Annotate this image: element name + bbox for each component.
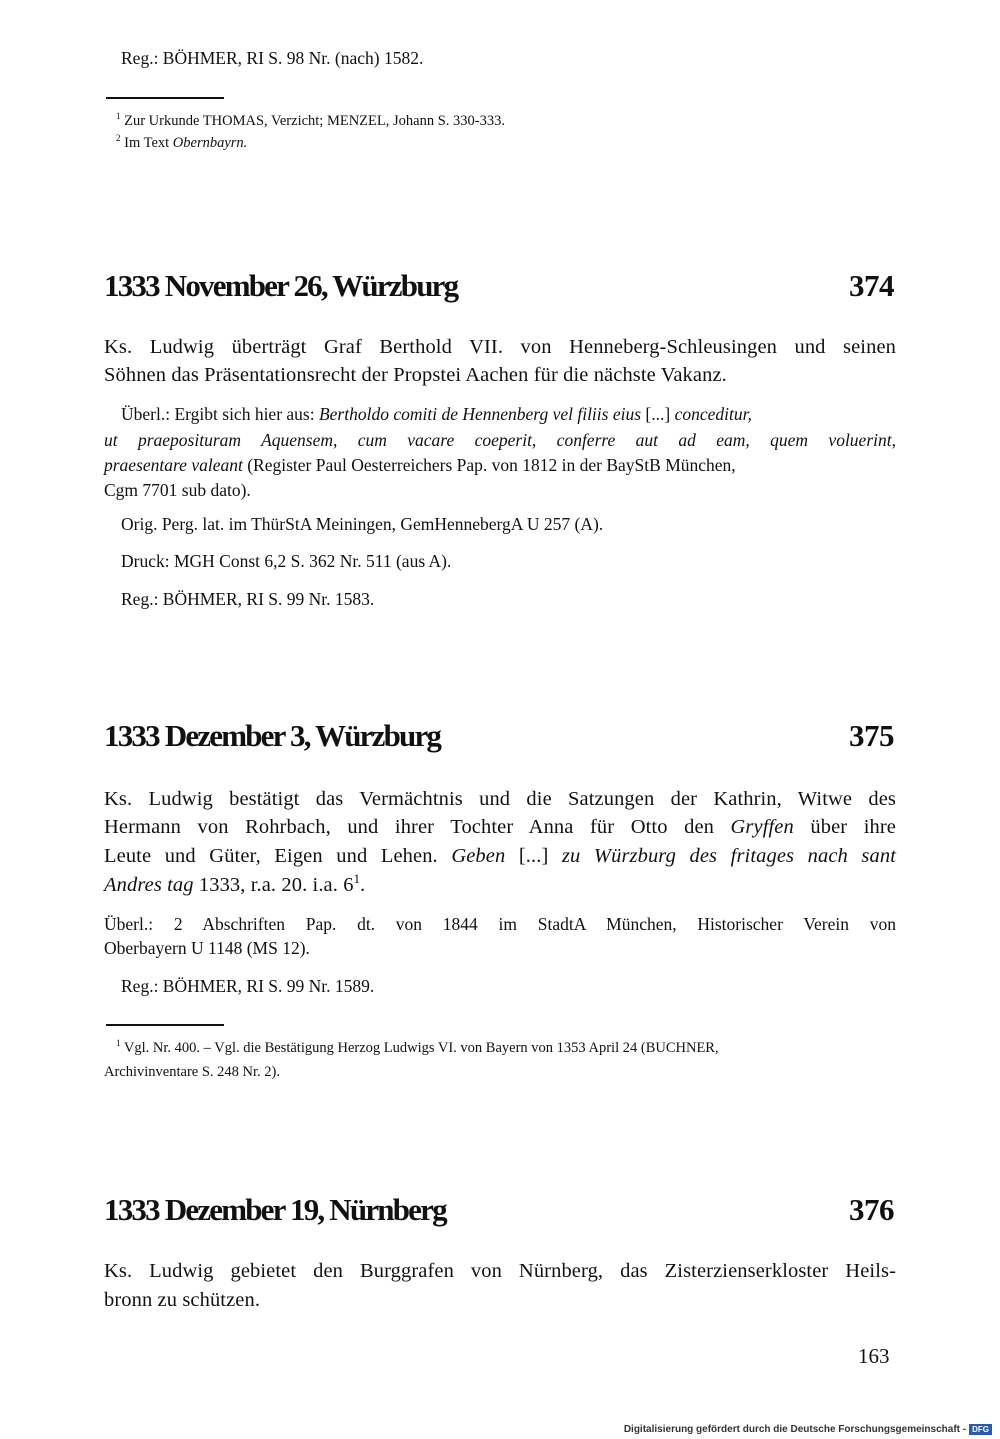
entry-374-summary-line-2: Söhnen das Präsentationsrecht der Propstei Aachen für die nächste Vakanz. xyxy=(104,364,727,386)
footnote-divider xyxy=(106,97,224,99)
entry-374-summary-line-1: Ks. Ludwig überträgt Graf Berthold VII. von Henneberg-Schleusingen und seinen xyxy=(104,336,896,358)
footnote-2: $^2$ Im Text Obernbayrn. xyxy=(116,133,248,151)
entry-375-date-place: 1333 Dezember 3, Würzburg xyxy=(104,718,441,753)
entry-375-reg: Reg.: BÖHMER, RI S. 99 Nr. 1589. xyxy=(121,976,375,996)
entry-375-footnote-line-2: Archivinventare S. 248 Nr. 2). xyxy=(104,1064,280,1080)
entry-375-number: 375 xyxy=(849,718,894,753)
entry-376-summary-line-1: Ks. Ludwig gebietet den Burggrafen von Nürnberg, das Zisterzienserkloster Heils- xyxy=(104,1260,896,1282)
entry-375-summary-line-2: Hermann von Rohrbach, und ihrer Tochter Anna für Otto den Gryffen über ihre xyxy=(104,816,896,838)
entry-376-summary-line-2: bronn zu schützen. xyxy=(104,1289,261,1311)
entry-374-uberlieferung-line-1: Überl.: Ergibt sich hier aus: Bertholdo comiti de Hennenberg vel filiis eius [...] conceditur, xyxy=(121,404,752,424)
entry-374-uberlieferung-line-4: Cgm 7701 sub dato). xyxy=(104,480,251,500)
entry-376-number: 376 xyxy=(849,1192,894,1227)
entry-375-heading xyxy=(104,718,894,754)
entry-374-uberlieferung-line-2: ut praeposituram Aquensem, cum vacare coeperit, conferre aut ad eam, quem voluerint, xyxy=(104,430,896,450)
credit-text: Digitalisierung gefördert durch die Deutsche Forschungsgemeinschaft - xyxy=(623,1424,967,1435)
entry-375-summary-line-4: Andres tag 1333, r.a. 20. i.a. $6^1$. xyxy=(104,872,366,896)
entry-374-date-place: 1333 November 26, Würzburg xyxy=(104,268,458,303)
page-number: 163 xyxy=(858,1344,890,1368)
entry-375-uberlieferung-line-1: Überl.: 2 Abschriften Pap. dt. von 1844 im StadtA München, Historischer Verein von xyxy=(104,914,896,934)
entry-375-summary-line-1: Ks. Ludwig bestätigt das Vermächtnis und die Satzungen der Kathrin, Witwe des xyxy=(104,788,896,810)
entry-374-original: Orig. Perg. lat. im ThürStA Meiningen, GemHennebergA U 257 (A). xyxy=(121,514,604,534)
entry-376-date-place: 1333 Dezember 19, Nürnberg xyxy=(104,1192,446,1227)
entry-376-heading xyxy=(104,1192,894,1228)
entry-375-uberlieferung-line-2: Oberbayern U 1148 (MS 12). xyxy=(104,938,310,958)
entry-374-uberlieferung-line-3: praesentare valeant (Register Paul Oesterreichers Pap. von 1812 in der BayStB München, xyxy=(104,455,736,475)
entry-374-reg: Reg.: BÖHMER, RI S. 99 Nr. 1583. xyxy=(121,589,375,609)
entry-374-number: 374 xyxy=(849,268,894,303)
entry-374-druck: Druck: MGH Const 6,2 S. 362 Nr. 511 (aus A). xyxy=(121,551,452,571)
entry-375-summary-line-3: Leute und Güter, Eigen und Lehen. Geben [...] zu Würzburg des fritages nach sant xyxy=(104,845,896,867)
footnote-1: $^1$ Zur Urkunde THOMAS, Verzicht; MENZEL, Johann S. 330-333. xyxy=(116,111,505,129)
entry-374-heading xyxy=(104,268,894,304)
footnote-divider xyxy=(106,1024,224,1026)
previous-entry-reg: Reg.: BÖHMER, RI S. 98 Nr. (nach) 1582. xyxy=(121,48,424,68)
dfg-logo-icon: DFG xyxy=(969,1424,992,1435)
entry-375-footnote-line-1: $^1$ Vgl. Nr. 400. – Vgl. die Bestätigung Herzog Ludwigs VI. von Bayern von 1353 April 24 (BUCHNER, xyxy=(116,1038,719,1056)
digitization-credit xyxy=(624,1424,992,1435)
